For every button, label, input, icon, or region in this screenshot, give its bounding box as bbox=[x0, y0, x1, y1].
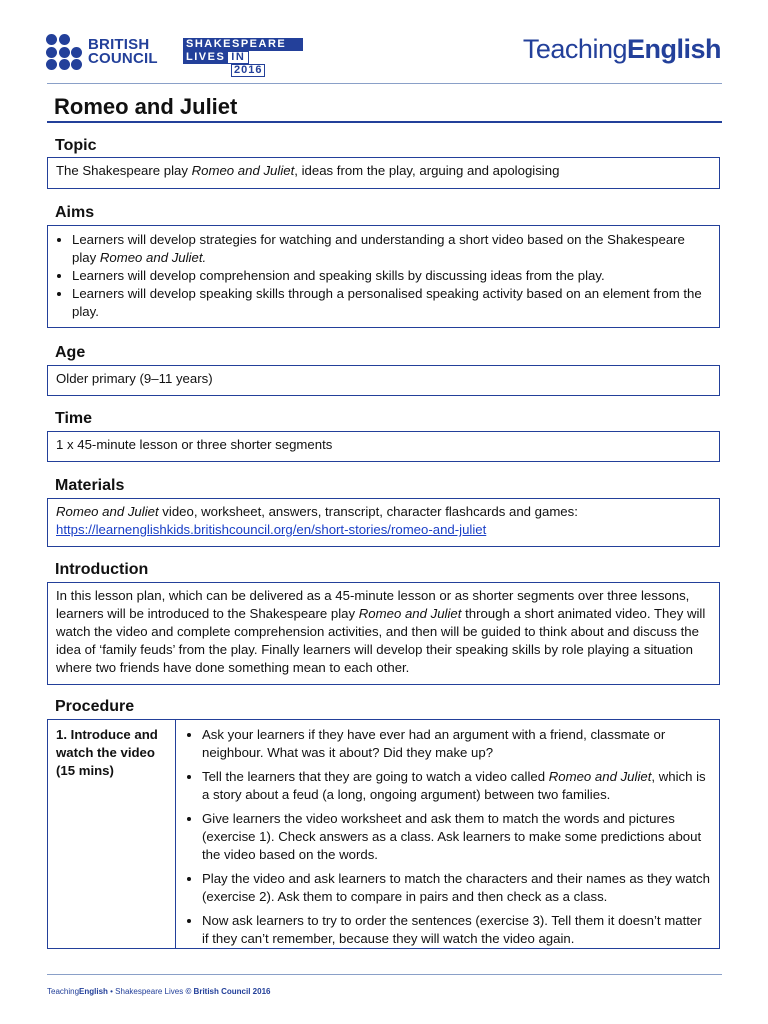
time-heading: Time bbox=[55, 410, 93, 427]
footer-divider bbox=[47, 974, 722, 975]
introduction-box: In this lesson plan, which can be delivered as a 45-minute lesson or as shorter segments over three lessons, learners will be introduced to the Shakespeare play Romeo and Juliet through a short animated video. They will watch the video and complete comprehension activities, and then will be guided to think about and discuss the idea of ‘family feuds’ from the play. Finally learners will develop their speaking skills by role playing a situation where two friends have done something mean to each other. bbox=[47, 582, 720, 685]
procedure-step: • Tell the learners that they are going to watch a video called Romeo and Juliet, which is a story about a feud (a long, ongoing argument) between two families. bbox=[202, 768, 711, 804]
age-box: Older primary (9–11 years) bbox=[47, 365, 720, 396]
aims-heading: Aims bbox=[55, 204, 95, 221]
materials-box: Romeo and Juliet video, worksheet, answers, transcript, character flashcards and games: https://learnenglishkids.britishcouncil.org/en/short-stories/romeo-and-juliet bbox=[47, 498, 720, 547]
procedure-step: • Play the video and ask learners to match the characters and their names as they watch (exercise 2). Ask them to compare in pairs and then check as a class. bbox=[202, 870, 711, 906]
materials-link[interactable]: https://learnenglishkids.britishcouncil.org/en/short-stories/romeo-and-juliet bbox=[56, 522, 487, 537]
aims-item: • Learners will develop speaking skills through a personalised speaking activity based on an element from the play. bbox=[72, 285, 711, 321]
page-header bbox=[0, 0, 768, 90]
page-footer: TeachingEnglish • Shakespeare Lives © British Council 2016 bbox=[47, 987, 271, 996]
procedure-step: • Give learners the video worksheet and ask them to match the words and pictures (exercise 1). Check answers as a class. Ask learners to make some predictions about the video based on the words. bbox=[202, 810, 711, 864]
page-title: Romeo and Juliet bbox=[54, 94, 238, 119]
british-council-dots-icon bbox=[46, 34, 82, 70]
topic-heading: Topic bbox=[55, 137, 97, 154]
procedure-table bbox=[47, 719, 720, 949]
procedure-steps bbox=[176, 720, 719, 948]
procedure-heading: Procedure bbox=[55, 698, 135, 715]
aims-item: • Learners will develop strategies for watching and understanding a short video based on the Shakespeare play Romeo and Juliet. bbox=[72, 231, 711, 267]
british-council-wordmark: BRITISH COUNCIL bbox=[88, 36, 158, 67]
procedure-step: • Ask your learners if they have ever had an argument with a friend, classmate or neighbour. What was it about? Did they make up? bbox=[202, 726, 711, 762]
teaching-english-logo: TeachingEnglish bbox=[522, 34, 721, 64]
title-divider bbox=[47, 121, 722, 123]
shakespeare-lives-logo: SHAKESPEARE LIVES IN 2016 bbox=[183, 38, 305, 77]
aims-box bbox=[47, 225, 720, 328]
topic-box: The Shakespeare play Romeo and Juliet, ideas from the play, arguing and apologising bbox=[47, 157, 720, 189]
header-divider bbox=[47, 83, 722, 84]
materials-heading: Materials bbox=[55, 477, 125, 494]
procedure-stage-label: 1. Introduce and watch the video (15 mins) bbox=[48, 720, 176, 948]
introduction-heading: Introduction bbox=[55, 561, 149, 578]
aims-item: • Learners will develop comprehension and speaking skills by discussing ideas from the play. bbox=[72, 267, 711, 285]
time-box: 1 x 45-minute lesson or three shorter segments bbox=[47, 431, 720, 462]
procedure-step: • Now ask learners to try to order the sentences (exercise 3). Tell them it doesn’t matter if they can’t remember, because they will watch the video again. bbox=[202, 912, 711, 948]
british-council-logo bbox=[46, 34, 158, 70]
age-heading: Age bbox=[55, 344, 86, 361]
